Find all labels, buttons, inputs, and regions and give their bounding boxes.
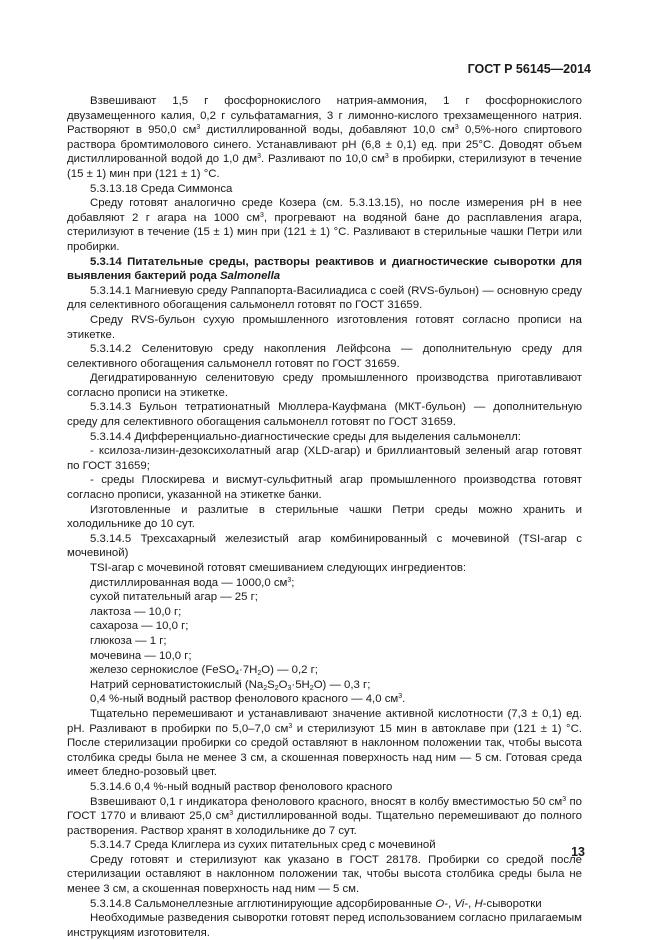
document-number: ГОСТ Р 56145—2014 [467,62,591,76]
subsection-title: 5.3.14.8 Сальмонеллезные агглютинирующие адсорбированные О-, Vi-, Н-сыворотки [90,897,542,910]
paragraph: Среду готовят и стерилизуют как указано в ГОСТ 28178. Пробирки со средой после стерилизации оставляют в наклонном положении так, чтобы высота столбика среды была не менее 3 см, а скошенная поверхность над ним — 5 см. [67,853,582,896]
section-heading: 5.3.14 Питательные среды, растворы реактивов и диагностические сыворотки для выявления бактерий рода Salmonella [67,255,582,283]
ingredient-item: дистиллированная вода — 1000,0 $см^3$; [90,576,295,589]
paragraph: 5.3.14.4 Дифференциально-диагностические среды для выделения сальмонелл: [90,430,521,443]
subsection-title: 5.3.13.18 Среда Симмонса [90,182,233,195]
paragraph: 5.3.14.3 Бульон тетратионатный Мюллера-Кауфмана (МКТ-бульон) — дополнительную среду для селективного обогащения сальмонелл готовят по ГОСТ 31659. [67,401,582,429]
ingredient-item: Натрий серноватистокислый $(Na_2S_2O_3\cdot 5H_2O)$ — 0,3 г; [90,678,371,692]
ingredient-item: глюкоза — 1 г; [90,634,167,647]
ingredient-item: мочевина — 10,0 г; [90,649,192,662]
paragraph: Взвешивают 1,5 г фосфорнокислого натрия-аммония, 1 г фосфорнокислого двузамещенного калия, 0,2 г сульфатамагния, 3 г лимонно-кислого трехзамещенного натрия. Растворяют в 950,0 $см^3$ дистиллированной воды, добавляют 10,0 $см^3$ 0,5%-ного спиртового раствора бромтимолового синего. Устанавливают pH (6,8 ± 0,1) ед. при 25°С. Доводят объем дистиллированной водой до 1,0 $дм^3$. Разливают по 10,0 $см^3$ в пробирки, стерилизуют в течение (15 ± 1) мин при (121 ± 1) °С. [67,95,583,180]
subsection-title: 5.3.14.5 Трехсахарный железистый агар комбинированный с мочевиной (TSI-агар с мочевиной) [67,532,582,560]
paragraph: Среду RVS-бульон сухую промышленного изготовления готовят согласно прописи на этикетке. [67,313,582,341]
list-item: - ксилоза-лизин-дезоксихолатный агар (XLD-агар) и бриллиантовый зеленый агар готовят по ГОСТ 31659; [67,445,582,472]
ingredient-item: железо сернокислое $(FeSO_4\cdot 7H_2O)$ — 0,2 г; [90,664,318,678]
paragraph: 5.3.14.2 Селенитовую среду накопления Лейфсона — дополнительную среду для селективного обогащения сальмонелл готовят по ГОСТ 31659. [67,343,582,370]
paragraph: Необходимые разведения сыворотки готовят перед использованием согласно прилагаемым инструкциям изготовителя. [67,912,582,939]
ingredient-item: лактоза — 10,0 г; [90,605,182,618]
ingredient-item: сахароза — 10,0 г; [90,620,189,633]
paragraph: Дегидратированную селенитовую среду промышленного производства приготавливают согласно прописи на этикетке. [67,372,582,399]
paragraph: Взвешивают 0,1 г индикатора фенолового красного, вносят в колбу вместимостью 50 $см^3$ по ГОСТ 1770 и вливают 25,0 $см^3$ дистиллированной воды. Тщательно перемешивают до полного растворения. Раствор хранят в холодильнике до 7 сут. [67,795,582,837]
paragraph: TSI-агар с мочевиной готовят смешиванием следующих ингредиентов: [90,562,467,574]
page-number: 13 [571,845,585,859]
paragraph: Изготовленные и разлитые в стерильные чашки Петри среды можно хранить и холодильнике до 10 сут. [67,503,582,531]
paragraph: Среду готовят аналогично среде Козера (см. 5.3.13.15), но после измерения pH в нее добавляют 2 г агара на 1000 $см^3$, прогревают на водяной бане до расплавления агара, стерилизуют в течение (15 ± 1) мин при (121 ± 1) °С. Разливают в стерильные чашки Петри или пробирки. [67,197,583,253]
paragraph: 5.3.14.1 Магниевую среду Раппапорта-Василиадиса с соей (RVS-бульон) — основную среду для селективного обогащения сальмонелл готовят по ГОСТ 31659. [67,284,582,312]
ingredient-item: 0,4 %-ный водный раствор фенолового красного — 4,0 $см^3$. [90,693,406,706]
document-body [67,94,582,940]
ingredient-item: сухой питательный агар — 25 г; [90,591,258,604]
paragraph: Тщательно перемешивают и устанавливают значение активной кислотности (7,3 ± 0,1) ед. pH. Разливают в пробирки по 5,0–7,0 $см^3$ и стерилизуют 15 мин в автоклаве при (121 ± 1) °С. После стерилизации пробирки со средой оставляют в наклонном положении так, чтобы высота столбика среды была не менее 3 см, а скошенная поверхность над ним — 5 см. Готовая среда имеет бледно-розовый цвет. [67,707,582,779]
subsection-title: 5.3.14.7 Среда Клиглера из сухих питательных сред с мочевиной [90,839,436,852]
subsection-title: 5.3.14.6 0,4 %-ный водный раствор фенолового красного [90,780,393,793]
list-item: - среды Плоскирева и висмут-сульфитный агар промышленного производства готовят согласно прописи, указанной на этикетке банки. [67,474,582,502]
